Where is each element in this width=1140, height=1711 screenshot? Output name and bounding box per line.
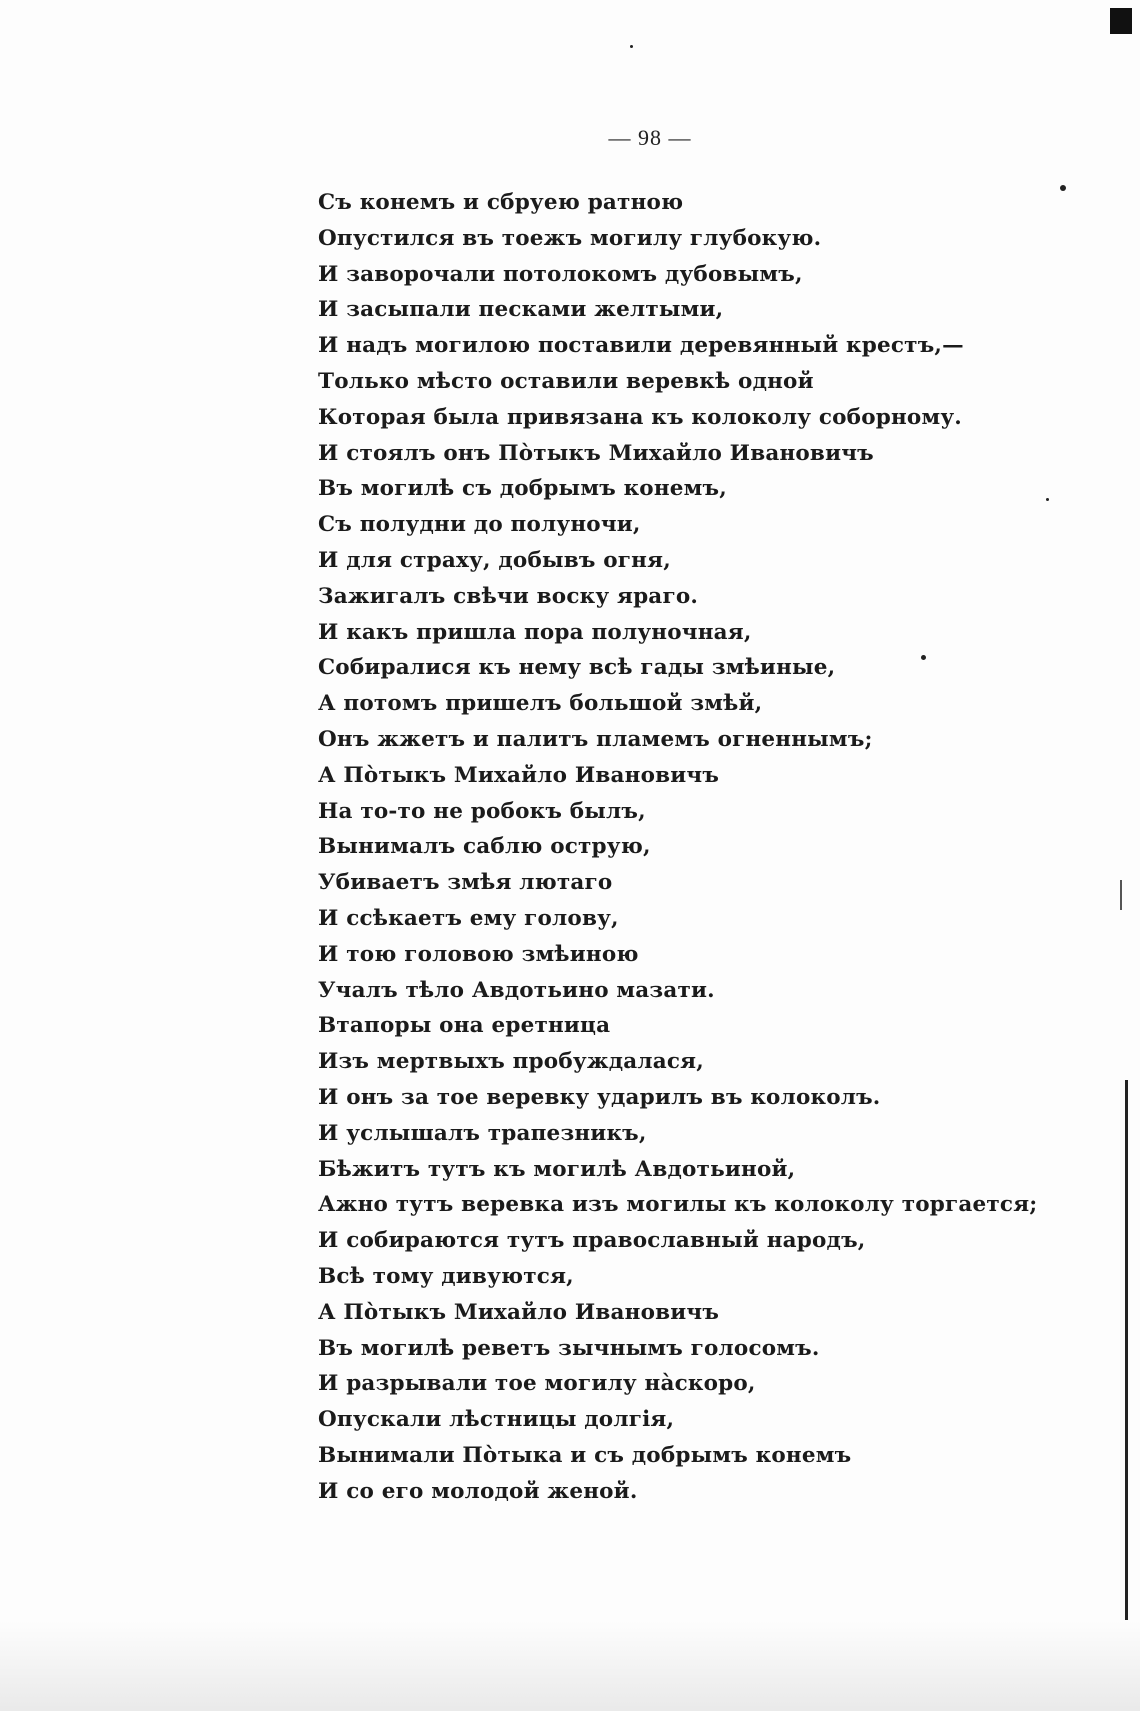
verse-line: Опускали лѣстницы долгія, <box>318 1407 675 1433</box>
scan-speck <box>1060 185 1066 191</box>
verse-line: Вынимали Пòтыка и съ добрымъ конемъ <box>318 1442 852 1468</box>
verse-line: Съ конемъ и сбруею ратною <box>318 190 684 215</box>
verse-line: И собираются тутъ православный народъ, <box>318 1228 866 1254</box>
verse-text <box>318 185 1037 1509</box>
verse-line: Которая была привязана къ колоколу соборному. <box>318 404 962 430</box>
verse-line: И засыпали песками желтыми, <box>318 297 724 323</box>
verse-line: А потомъ пришелъ большой змѣй, <box>318 691 763 717</box>
verse-line: На то-то не робокъ былъ, <box>318 798 646 824</box>
verse-line: И для страху, добывъ огня, <box>318 547 671 573</box>
verse-line: Бѣжитъ тутъ къ могилѣ Авдотьиной, <box>318 1156 796 1182</box>
scan-edge-line <box>1120 880 1122 910</box>
scan-edge-line <box>1125 1080 1128 1620</box>
verse-line: Ажно тутъ веревка изъ могилы къ колоколу торгается; <box>318 1192 1038 1218</box>
verse-line: Въ могилѣ реветъ зычнымъ голосомъ. <box>318 1335 820 1361</box>
verse-line: И надъ могилою поставили деревянный крестъ,— <box>318 333 964 359</box>
verse-line: И стоялъ онъ Пòтыкъ Михайло Ивановичъ <box>318 440 874 466</box>
verse-line: Онъ жжетъ и палитъ пламемъ огненнымъ; <box>318 726 873 752</box>
verse-line: А Пòтыкъ Михайло Ивановичъ <box>318 1299 720 1325</box>
verse-line: Вынималъ саблю острую, <box>318 834 651 860</box>
verse-line: И разрывали тое могилу нàскоро, <box>318 1371 756 1397</box>
verse-line: Опустился въ тоежъ могилу глубокую. <box>318 225 822 251</box>
scan-corner-mark <box>1110 8 1132 34</box>
scan-speck <box>921 655 926 660</box>
verse-line: Учалъ тѣло Авдотьино мазати. <box>318 977 715 1003</box>
verse-line: Изъ мертвыхъ пробуждалася, <box>318 1049 704 1075</box>
verse-line: Всѣ тому дивуются, <box>318 1263 574 1289</box>
verse-line: Только мѣсто оставили веревкѣ одной <box>318 368 814 394</box>
verse-line: И онъ за тое веревку ударилъ въ колоколъ. <box>318 1084 881 1110</box>
verse-line: И услышалъ трапезникъ, <box>318 1120 647 1146</box>
verse-line: Зажигалъ свѣчи воску яраго. <box>318 583 699 609</box>
verse-line: И заворочали потолокомъ дубовымъ, <box>318 261 803 287</box>
scan-shadow <box>0 1621 1140 1711</box>
verse-line: А Пòтыкъ Михайло Ивановичъ <box>318 762 720 788</box>
verse-line: Убиваетъ змѣя лютаго <box>318 870 613 896</box>
verse-line: Въ могилѣ съ добрымъ конемъ, <box>318 476 727 502</box>
verse-line: И какъ пришла пора полуночная, <box>318 619 752 645</box>
verse-line: Собиралися къ нему всѣ гады змѣиные, <box>318 655 836 681</box>
verse-line: И со его молодой женой. <box>318 1478 638 1504</box>
page-number: — 98 — <box>608 125 692 150</box>
verse-line: И ссѣкаетъ ему голову, <box>318 905 619 931</box>
verse-line: Втапоры она еретница <box>318 1013 611 1039</box>
scan-speck <box>1046 498 1049 501</box>
verse-line: И тою головою змѣиною <box>318 941 639 967</box>
verse-line: Съ полудни до полуночи, <box>318 512 641 538</box>
scan-speck <box>630 45 633 48</box>
